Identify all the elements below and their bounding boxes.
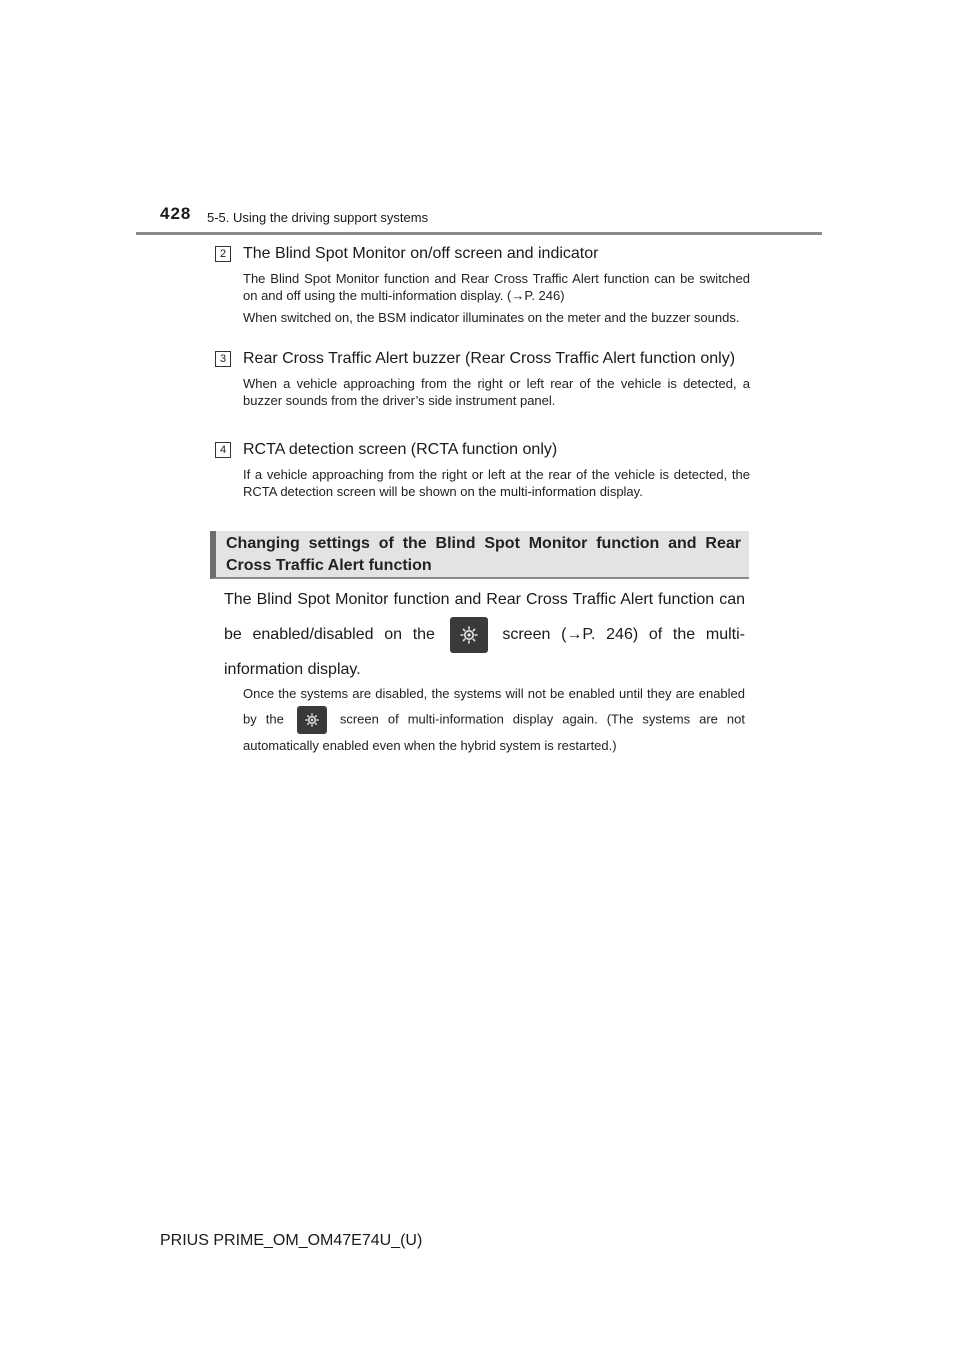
gear-icon [297,706,327,734]
note-paragraph [243,682,745,758]
section-title: Changing settings of the Blind Spot Monitor function and Rear Cross Traffic Alert function [226,535,741,574]
note-text-start: Once the systems are disabled, the systems will not be enabled until they are enabled by the [243,686,745,727]
page-number: 428 [160,204,192,223]
item-description [243,466,750,500]
list-item [215,242,750,331]
item-paragraph: If a vehicle approaching from the right or left at the rear of the vehicle is detected, the RCTA detection screen will be shown on the multi-information display. [243,467,750,499]
item-description [243,375,750,409]
item-title: RCTA detection screen (RCTA function only) [243,441,558,458]
list-item [215,438,750,505]
document-id: PRIUS PRIME_OM_OM47E74U_(U) [160,1232,423,1249]
body-text-start: The Blind Spot Monitor function and Rear Cross Traffic Alert function can be enabled/disabled on the [224,591,745,644]
header-divider [136,232,822,235]
item-title: The Blind Spot Monitor on/off screen and indicator [243,245,599,262]
item-number-badge: 2 [215,246,231,262]
item-number-badge: 4 [215,442,231,458]
section-heading [210,531,749,579]
item-paragraph: When switched on, the BSM indicator illuminates on the meter and the buzzer sounds. [243,310,740,325]
body-paragraph [224,583,745,687]
item-paragraph: The Blind Spot Monitor function and Rear Cross Traffic Alert function can be switched on and off using the multi-information display. (→P. 246) [243,271,750,303]
item-title: Rear Cross Traffic Alert buzzer (Rear Cross Traffic Alert function only) [243,350,736,367]
list-item [215,347,750,414]
running-head: 5-5. Using the driving support systems [207,210,429,225]
note-text-end: screen of multi-information display again. (The systems are not automatically enabled even when the hybrid system is restarted.) [243,711,745,753]
item-paragraph: When a vehicle approaching from the right or left rear of the vehicle is detected, a buzzer sounds from the driver’s side instrument panel. [243,376,750,408]
item-number-badge: 3 [215,351,231,367]
item-description [243,270,750,326]
body-text-end: screen (→P. 246) of the multi-information display. [224,626,745,678]
gear-icon [450,617,488,653]
